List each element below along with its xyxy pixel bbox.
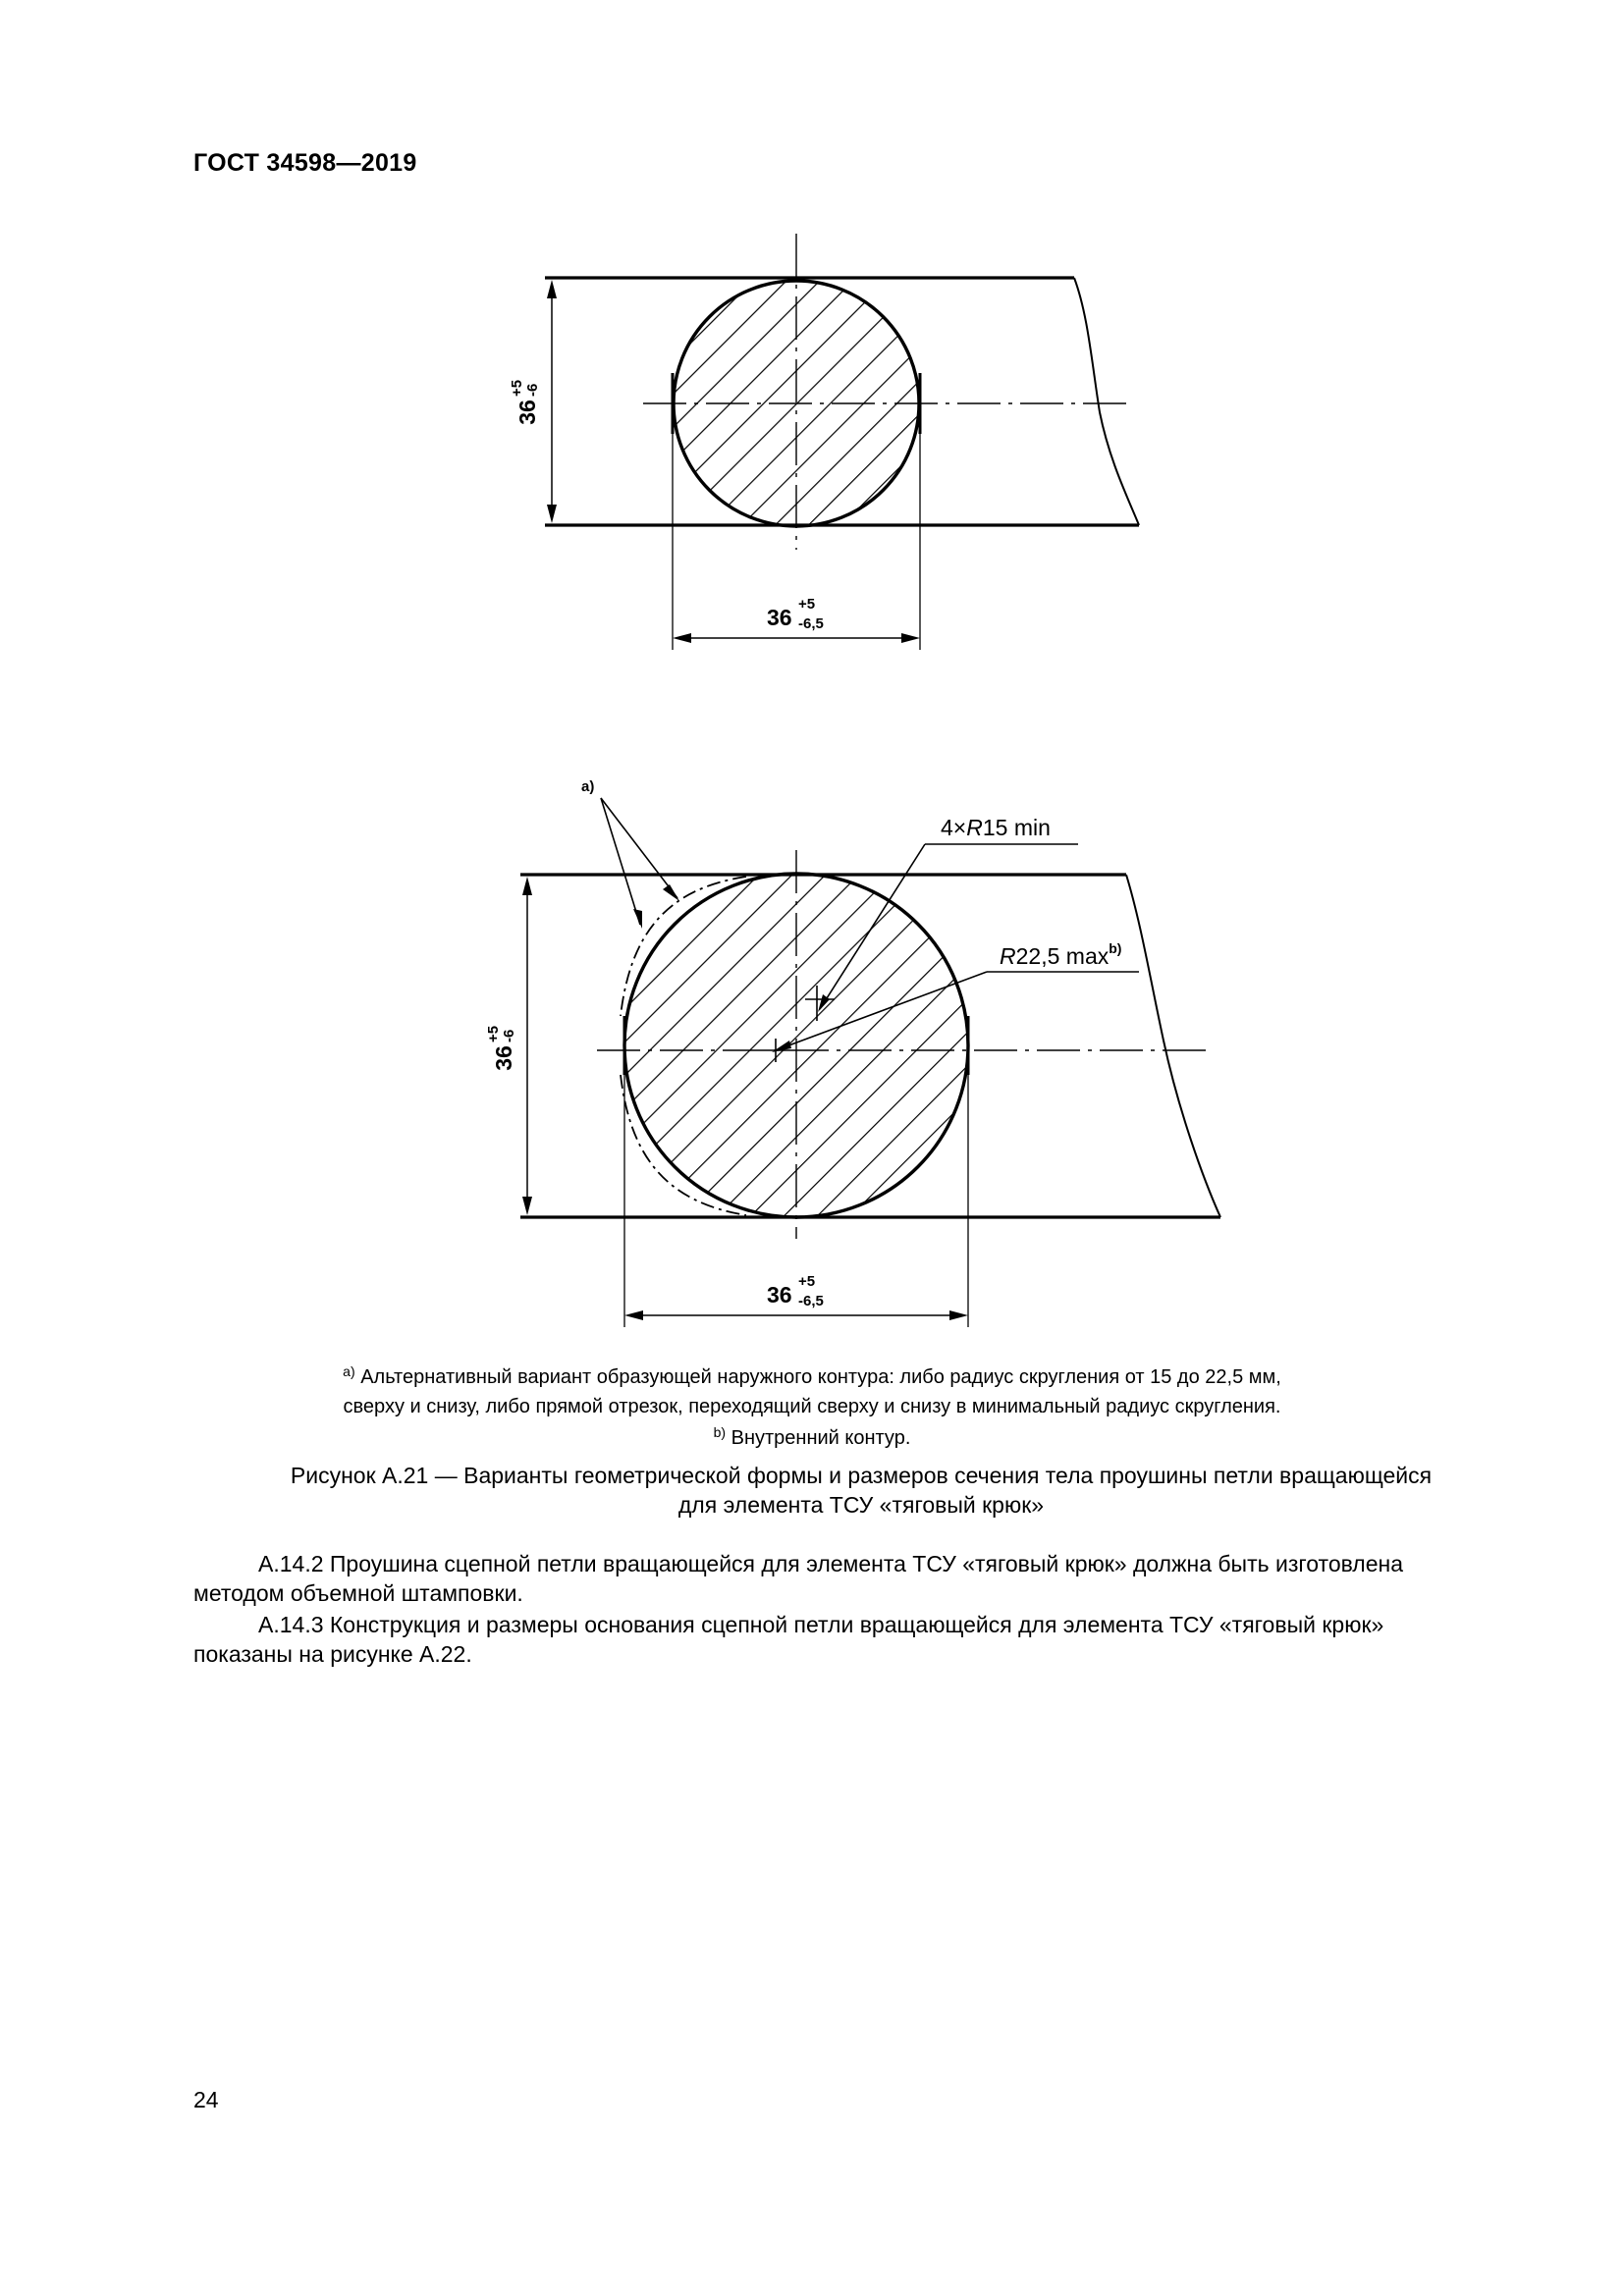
top-vertical-dim-value: 36 [514, 400, 540, 425]
radius-r15-label: 4×R15 min [941, 815, 1051, 840]
top-horizontal-dim-tol-upper: +5 [798, 596, 816, 613]
note-a-line1: Альтернативный вариант образующей наружного контура: либо радиус скругления от 15 до 22,5 мм, [360, 1366, 1281, 1388]
bottom-vertical-dim-tol-upper: +5 [485, 1025, 502, 1042]
note-a-marker: а) [581, 778, 595, 795]
bottom-horizontal-dim-tol-upper: +5 [798, 1273, 816, 1290]
bottom-vertical-dim-value: 36 [491, 1045, 516, 1071]
caption-line1: Рисунок А.21 — Варианты геометрической формы и размеров сечения тела проушины петли вращающейся [290, 1463, 1433, 1488]
figure-caption [196, 1461, 1526, 1520]
caption-line2: для элемента ТСУ «тяговый крюк» [677, 1492, 1045, 1518]
paragraph-a-14-3-line1: А.14.3 Конструкция и размеры основания сцепной петли вращающейся для элемента ТСУ «тяговый крюк» [258, 1612, 1384, 1637]
paragraph-a-14-3-line2: показаны на рисунке А.22. [193, 1641, 472, 1667]
note-a-line2: сверху и снизу, либо прямой отрезок, переходящий сверху и снизу в минимальный радиус скругления. [343, 1396, 1281, 1417]
paragraph-a-14-2 [193, 1549, 1527, 1608]
top-horizontal-dim-value: 36 [767, 605, 792, 630]
figure-top-section [545, 234, 1139, 650]
bottom-vertical-dim-tol-lower: -6 [501, 1029, 517, 1042]
figure-bottom-section [520, 798, 1220, 1327]
note-b-line: Внутренний контур. [731, 1427, 911, 1449]
paragraph-a-14-2-line1: А.14.2 Проушина сцепной петли вращающейся для элемента ТСУ «тяговый крюк» должна быть изготовлена [258, 1551, 1404, 1576]
top-vertical-dim-tol-lower: -6 [524, 383, 541, 397]
paragraph-a-14-3 [193, 1610, 1527, 1669]
note-b-sup: b) [713, 1424, 727, 1440]
paragraph-a-14-2-line2: методом объемной штамповки. [193, 1580, 523, 1606]
bottom-horizontal-dim-tol-lower: -6,5 [798, 1293, 824, 1309]
figure-note-a [0, 1362, 1624, 1421]
page-number: 24 [193, 2087, 219, 2112]
top-horizontal-dim-tol-lower: -6,5 [798, 615, 824, 632]
top-vertical-dim-tol-upper: +5 [509, 379, 525, 397]
document-header: ГОСТ 34598—2019 [193, 149, 417, 177]
bottom-horizontal-dim-value: 36 [767, 1282, 792, 1308]
note-a-sup: a) [343, 1363, 355, 1379]
radius-r22-label: R22,5 $\max^{b)}$ [1000, 940, 1122, 969]
figure-note-b [0, 1423, 1624, 1453]
